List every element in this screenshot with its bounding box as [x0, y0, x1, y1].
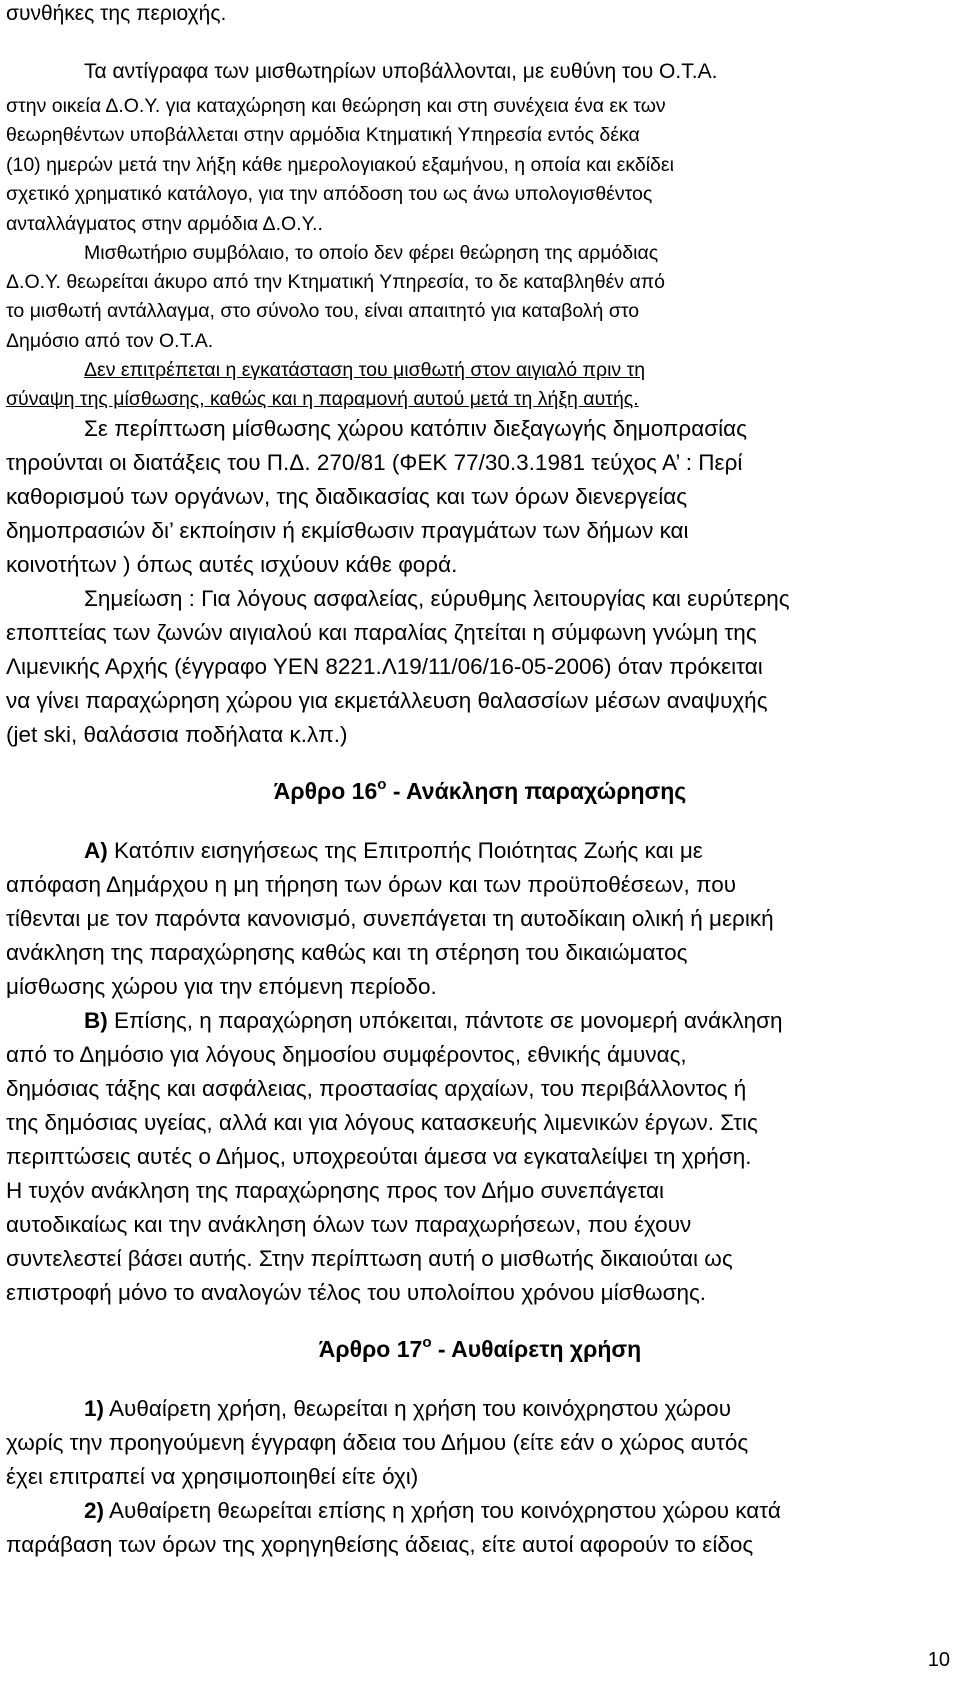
article-16-title: - Ανάκληση παραχώρησης — [386, 778, 687, 804]
text-line-underlined: Δεν επιτρέπεται η εγκατάσταση του μισθωτή στον αιγιαλό πριν τη — [84, 359, 646, 381]
text-line: τίθενται με τον παρόντα κανονισμό, συνεπάγεται τη αυτοδίκαιη ολική ή μερική — [6, 906, 774, 931]
text-line: 2) Αυθαίρετη θεωρείται επίσης η χρήση του κοινόχρηστου χώρου κατά — [84, 1498, 781, 1523]
text-line: χωρίς την προηγούμενη έγγραφη άδεια του Δήμου (είτε εάν ο χώρος αυτός — [6, 1430, 749, 1455]
article-17-prefix: Άρθρο 17 — [318, 1336, 423, 1362]
text-line: δημοπρασιών δι’ εκποίησιν ή εκμίσθωσιν πραγμάτων των δήμων και — [6, 518, 689, 543]
article-17-heading — [0, 1335, 960, 1363]
text-line: 1) Αυθαίρετη χρήση, θεωρείται η χρήση του κοινόχρηστου χώρου — [84, 1396, 731, 1421]
text-line: επιστροφή μόνο το αναλογών τέλος του υπολοίπου χρόνου μίσθωσης. — [6, 1280, 707, 1305]
text-line: Β) Επίσης, η παραχώρηση υπόκειται, πάντοτε σε μονομερή ανάκληση — [84, 1008, 783, 1033]
text-line: από το Δημόσιο για λόγους δημοσίου συμφέροντος, εθνικής άμυνας, — [6, 1042, 687, 1067]
text-line: δημόσιας τάξης και ασφάλειας, προστασίας αρχαίων, του περιβάλλοντος ή — [6, 1076, 747, 1101]
text-line: (jet ski, θαλάσσια ποδήλατα κ.λπ.) — [6, 722, 348, 747]
text-line: εποπτείας των ζωνών αιγιαλού και παραλίας ζητείται η σύμφωνη γνώμη της — [6, 620, 757, 645]
text-line: έχει επιτραπεί να χρησιμοποιηθεί είτε όχι) — [6, 1464, 419, 1489]
page-number: 10 — [927, 1649, 950, 1671]
text-line: καθορισμού των οργάνων, της διαδικασίας και των όρων διενεργείας — [6, 484, 688, 509]
article-16-prefix: Άρθρο 16 — [273, 778, 378, 804]
text-line: να γίνει παραχώρηση χώρου για εκμετάλλευση θαλασσίων μέσων αναψυχής — [6, 688, 768, 713]
text-line: Α) Κατόπιν εισηγήσεως της Επιτροπής Ποιότητας Ζωής και με — [84, 838, 703, 863]
item-label: 2) — [84, 1498, 105, 1523]
text-line: Δ.Ο.Υ. θεωρείται άκυρο από την Κτηματική Υπηρεσία, το δε καταβληθέν από — [6, 271, 666, 293]
text-line: Τα αντίγραφα των μισθωτηρίων υποβάλλονται, με ευθύνη του Ο.Τ.Α. — [84, 60, 718, 83]
text-line: θεωρηθέντων υποβάλλεται στην αρμόδια Κτηματική Υπηρεσία εντός δέκα — [6, 124, 640, 146]
item-label: 1) — [84, 1396, 105, 1421]
text-line: (10) ημερών μετά την λήξη κάθε ημερολογιακού εξαμήνου, η οποία και εκδίδει — [6, 154, 674, 176]
text-line: ανάκληση της παραχώρησης καθώς και τη στέρηση του δικαιώματος — [6, 940, 688, 965]
paragraph-label: Β) — [84, 1008, 108, 1033]
text-line: περιπτώσεις αυτές ο Δήμος, υποχρεούται άμεσα να εγκαταλείψει τη χρήση. — [6, 1144, 752, 1169]
article-17-title: - Αυθαίρετη χρήση — [431, 1336, 642, 1362]
text-line: αυτοδικαίως και την ανάκληση όλων των παραχωρήσεων, που έχουν — [6, 1212, 692, 1237]
text-line: απόφαση Δημάρχου η μη τήρηση των όρων και των προϋποθέσεων, που — [6, 872, 737, 897]
text-line-underlined: σύναψη της μίσθωσης, καθώς και η παραμονή αυτού μετά τη λήξη αυτής. — [6, 388, 639, 410]
text-line: σχετικό χρηματικό κατάλογο, για την απόδοση του ως άνω υπολογισθέντος — [6, 183, 653, 205]
article-16-sup: ο — [377, 776, 387, 793]
text-line: συντελεστεί βάσει αυτής. Στην περίπτωση αυτή ο μισθωτής δικαιούται ως — [6, 1246, 733, 1271]
text-line: Μισθωτήριο συμβόλαιο, το οποίο δεν φέρει θεώρηση της αρμόδιας — [84, 242, 659, 264]
text-line: Η τυχόν ανάκληση της παραχώρησης προς τον Δήμο συνεπάγεται — [6, 1178, 665, 1203]
paragraph-label: Α) — [84, 838, 108, 863]
text-line: παράβαση των όρων της χορηγηθείσης άδειας, είτε αυτοί αφορούν το είδος — [6, 1532, 754, 1557]
article-16-heading — [0, 777, 960, 805]
text-line: Λιμενικής Αρχής (έγγραφο ΥΕΝ 8221.Λ19/11/06/16-05-2006) όταν πρόκειται — [6, 654, 763, 679]
text-line: Δημόσιο από τον Ο.Τ.Α. — [6, 330, 214, 352]
text-line: κοινοτήτων ) όπως αυτές ισχύουν κάθε φορά. — [6, 552, 458, 577]
article-17-sup: ο — [422, 1334, 432, 1351]
text-line: ανταλλάγματος στην αρμόδια Δ.Ο.Υ.. — [6, 213, 323, 235]
text-line: στην οικεία Δ.Ο.Υ. για καταχώρηση και θεώρηση και στη συνέχεια ένα εκ των — [6, 95, 666, 117]
text-line: τηρούνται οι διατάξεις του Π.Δ. 270/81 (ΦΕΚ 77/30.3.1981 τεύχος Α’ : Περί — [6, 450, 743, 475]
text-line: συνθήκες της περιοχής. — [6, 2, 227, 25]
text-line: Σε περίπτωση μίσθωσης χώρου κατόπιν διεξαγωγής δημοπρασίας — [84, 416, 747, 441]
text-line: μίσθωσης χώρου για την επόμενη περίοδο. — [6, 974, 437, 999]
text-line: της δημόσιας υγείας, αλλά και για λόγους κατασκευής λιμενικών έργων. Στις — [6, 1110, 758, 1135]
text-line: Σημείωση : Για λόγους ασφαλείας, εύρυθμης λειτουργίας και ευρύτερης — [84, 586, 790, 611]
text-line: το μισθωτή αντάλλαγμα, στο σύνολο του, είναι απαιτητό για καταβολή στο — [6, 300, 640, 322]
